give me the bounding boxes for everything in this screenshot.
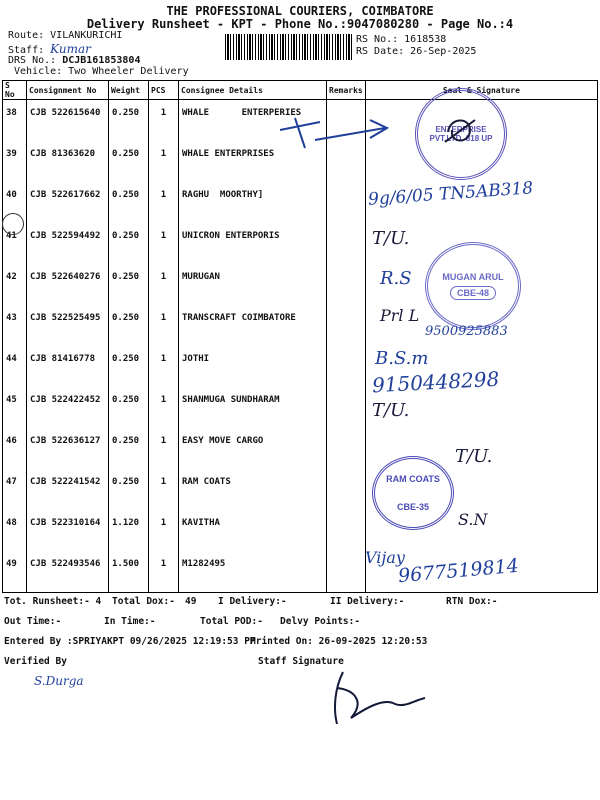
cell-sno: 45 <box>3 387 27 428</box>
drs-value: DCJB161853804 <box>62 55 141 66</box>
cell-remarks <box>327 551 366 593</box>
cell-pcs: 1 <box>149 469 179 510</box>
total-pod: Total POD:- <box>200 616 263 627</box>
cell-remarks <box>327 387 366 428</box>
rs-date: RS Date: 26-Sep-2025 <box>356 46 477 57</box>
handwritten-signature-44: B.S.m <box>375 348 429 369</box>
table-row <box>3 346 598 387</box>
handwritten-tu-41: T/U. <box>372 228 410 249</box>
cell-consignment: CJB 522594492 <box>27 223 109 264</box>
cell-consignee: M1282495 <box>179 551 327 593</box>
route-line <box>8 30 122 41</box>
handwritten-phone-43: 9500925883 <box>425 324 508 339</box>
drs-label: DRS No.: <box>8 55 57 66</box>
cell-pcs: 1 <box>149 510 179 551</box>
vehicle-type: Vehicle: Two Wheeler Delivery <box>14 66 189 77</box>
cell-weight: 0.250 <box>109 223 149 264</box>
stamp3-bottom-text: CBE-35 <box>396 502 429 512</box>
cell-sno: 41 <box>3 223 27 264</box>
circled-row-mark <box>2 213 24 235</box>
murugan-arul-stamp <box>425 242 521 330</box>
cell-consignment: CJB 81363620 <box>27 141 109 182</box>
cell-weight: 0.250 <box>109 264 149 305</box>
col-header-consignee: Consignee Details <box>179 81 327 100</box>
route-value: VILANKURICHI <box>50 30 123 41</box>
cell-remarks <box>327 264 366 305</box>
cell-pcs: 1 <box>149 223 179 264</box>
cell-weight: 0.250 <box>109 428 149 469</box>
table-row <box>3 428 598 469</box>
cell-consignee: JOTHI <box>179 346 327 387</box>
cell-consignment: CJB 522525495 <box>27 305 109 346</box>
cell-consignment: CJB 522636127 <box>27 428 109 469</box>
cell-consignee: KAVITHA <box>179 510 327 551</box>
barcode <box>225 34 353 60</box>
cell-remarks <box>327 223 366 264</box>
cell-consignment: CJB 522617662 <box>27 182 109 223</box>
cell-pcs: 1 <box>149 346 179 387</box>
handwritten-name-49: Vijay <box>365 548 405 567</box>
col-header-weight: Weight <box>109 81 149 100</box>
cell-consignment: CJB 522615640 <box>27 100 109 142</box>
cell-consignment: CJB 522640276 <box>27 264 109 305</box>
company-title: THE PROFESSIONAL COURIERS, COIMBATORE <box>166 4 434 18</box>
staff-handwritten: Kumar <box>50 42 91 56</box>
cell-consignment: CJB 81416778 <box>27 346 109 387</box>
cell-sno: 42 <box>3 264 27 305</box>
cell-consignee: EASY MOVE CARGO <box>179 428 327 469</box>
cell-consignment: CJB 522310164 <box>27 510 109 551</box>
arrow-scribble <box>275 110 395 150</box>
rs-number: RS No.: 1618538 <box>356 34 447 45</box>
verified-by-label: Verified By <box>4 656 67 667</box>
cell-pcs: 1 <box>149 100 179 142</box>
cell-sno: 48 <box>3 510 27 551</box>
cell-remarks <box>327 428 366 469</box>
cell-consignment: CJB 522241542 <box>27 469 109 510</box>
stamp2-bottom-text: CBE-48 <box>450 286 496 300</box>
cell-pcs: 1 <box>149 305 179 346</box>
cell-consignee: RAGHU MOORTHY] <box>179 182 327 223</box>
staff-line <box>8 42 91 56</box>
entered-by: Entered By :SPRIYAKPT 09/26/2025 12:19:53 PM <box>4 636 256 647</box>
drs-line <box>8 55 140 66</box>
table-header-row <box>3 81 598 100</box>
cell-consignment: CJB 522493546 <box>27 551 109 593</box>
cell-sno: 47 <box>3 469 27 510</box>
cell-pcs: 1 <box>149 428 179 469</box>
cell-weight: 1.500 <box>109 551 149 593</box>
in-time: In Time:- <box>104 616 156 627</box>
cell-consignee: UNICRON ENTERPORIS <box>179 223 327 264</box>
cell-weight: 0.250 <box>109 346 149 387</box>
cell-remarks <box>327 305 366 346</box>
out-time: Out Time:- <box>4 616 62 627</box>
col-header-consignment: Consignment No <box>27 81 109 100</box>
verified-by-signature: S.Durga <box>34 674 84 688</box>
col-header-sno: S No <box>3 81 27 100</box>
cell-pcs: 1 <box>149 387 179 428</box>
cell-consignee: MURUGAN <box>179 264 327 305</box>
cell-weight: 0.250 <box>109 469 149 510</box>
stamp2-top-text: MUGAN ARUL <box>442 272 504 282</box>
company-seal-text: ENTERPRISE PVT.LTD. 818 UP <box>429 125 493 143</box>
rtn-dox: RTN Dox:- <box>446 596 498 607</box>
cell-sno: 44 <box>3 346 27 387</box>
ram-coats-stamp <box>372 456 454 530</box>
handwritten-vehicle-no: 9g/6/05 TN5AB318 <box>367 178 534 210</box>
cell-sno: 46 <box>3 428 27 469</box>
printed-on: Printed On: 26-09-2025 12:20:53 <box>250 636 428 647</box>
delvy-points: Delvy Points:- <box>280 616 361 627</box>
handwritten-signature-42: R.S <box>380 268 412 289</box>
cell-pcs: 1 <box>149 141 179 182</box>
cell-weight: 0.250 <box>109 387 149 428</box>
table-row <box>3 387 598 428</box>
col-header-pcs: PCS <box>149 81 179 100</box>
cell-consignee: SHANMUGA SUNDHARAM <box>179 387 327 428</box>
cell-weight: 0.250 <box>109 182 149 223</box>
signature-mark-1 <box>440 112 480 148</box>
cell-remarks <box>327 469 366 510</box>
cell-consignment: CJB 522422452 <box>27 387 109 428</box>
cell-consignee: TRANSCRAFT COIMBATORE <box>179 305 327 346</box>
handwritten-tu-46: T/U. <box>455 446 493 467</box>
cell-weight: 1.120 <box>109 510 149 551</box>
cell-remarks <box>327 510 366 551</box>
col-header-seal-signature: Seal & Signature <box>365 81 597 100</box>
table-row <box>3 469 598 510</box>
col-header-remarks: Remarks <box>327 81 366 100</box>
stamp3-top-text: RAM COATS <box>386 474 440 484</box>
i-delivery: I Delivery:- <box>218 596 287 607</box>
table-row <box>3 510 598 551</box>
cell-weight: 0.250 <box>109 305 149 346</box>
cell-sno: 49 <box>3 551 27 593</box>
handwritten-signature-43: Prl L <box>380 306 420 325</box>
handwritten-signature-48: S.N <box>458 510 488 529</box>
staff-signature-scribble <box>325 668 435 728</box>
cell-pcs: 1 <box>149 264 179 305</box>
cell-consignee: WHALE ENTERPRISES <box>179 141 327 182</box>
cell-consignee: RAM COATS <box>179 469 327 510</box>
cell-sno: 39 <box>3 141 27 182</box>
cell-pcs: 1 <box>149 182 179 223</box>
cell-weight: 0.250 <box>109 141 149 182</box>
total-dox-value: 49 <box>185 596 197 607</box>
staff-signature-label: Staff Signature <box>258 656 344 667</box>
cell-sno: 43 <box>3 305 27 346</box>
staff-label: Staff: <box>8 45 45 56</box>
cell-pcs: 1 <box>149 551 179 593</box>
cell-remarks <box>327 182 366 223</box>
runsheet-table <box>2 80 598 593</box>
total-runsheet: Tot. Runsheet:- 4 <box>4 596 102 607</box>
runsheet-subtitle: Delivery Runsheet - KPT - Phone No.:9047080280 - Page No.:4 <box>86 17 514 31</box>
cell-sno: 38 <box>3 100 27 142</box>
route-label: Route: <box>8 30 45 41</box>
cell-remarks <box>327 346 366 387</box>
handwritten-tu-45: T/U. <box>372 400 410 421</box>
cell-weight: 0.250 <box>109 100 149 142</box>
handwritten-phone-44: 9150448298 <box>371 366 500 398</box>
cell-sno: 40 <box>3 182 27 223</box>
cell-consignee: WHALE ENTERPERIES <box>179 100 327 142</box>
handwritten-phone-49: 9677519814 <box>397 554 520 588</box>
total-dox-label: Total Dox:- <box>112 596 175 607</box>
ii-delivery: II Delivery:- <box>330 596 405 607</box>
